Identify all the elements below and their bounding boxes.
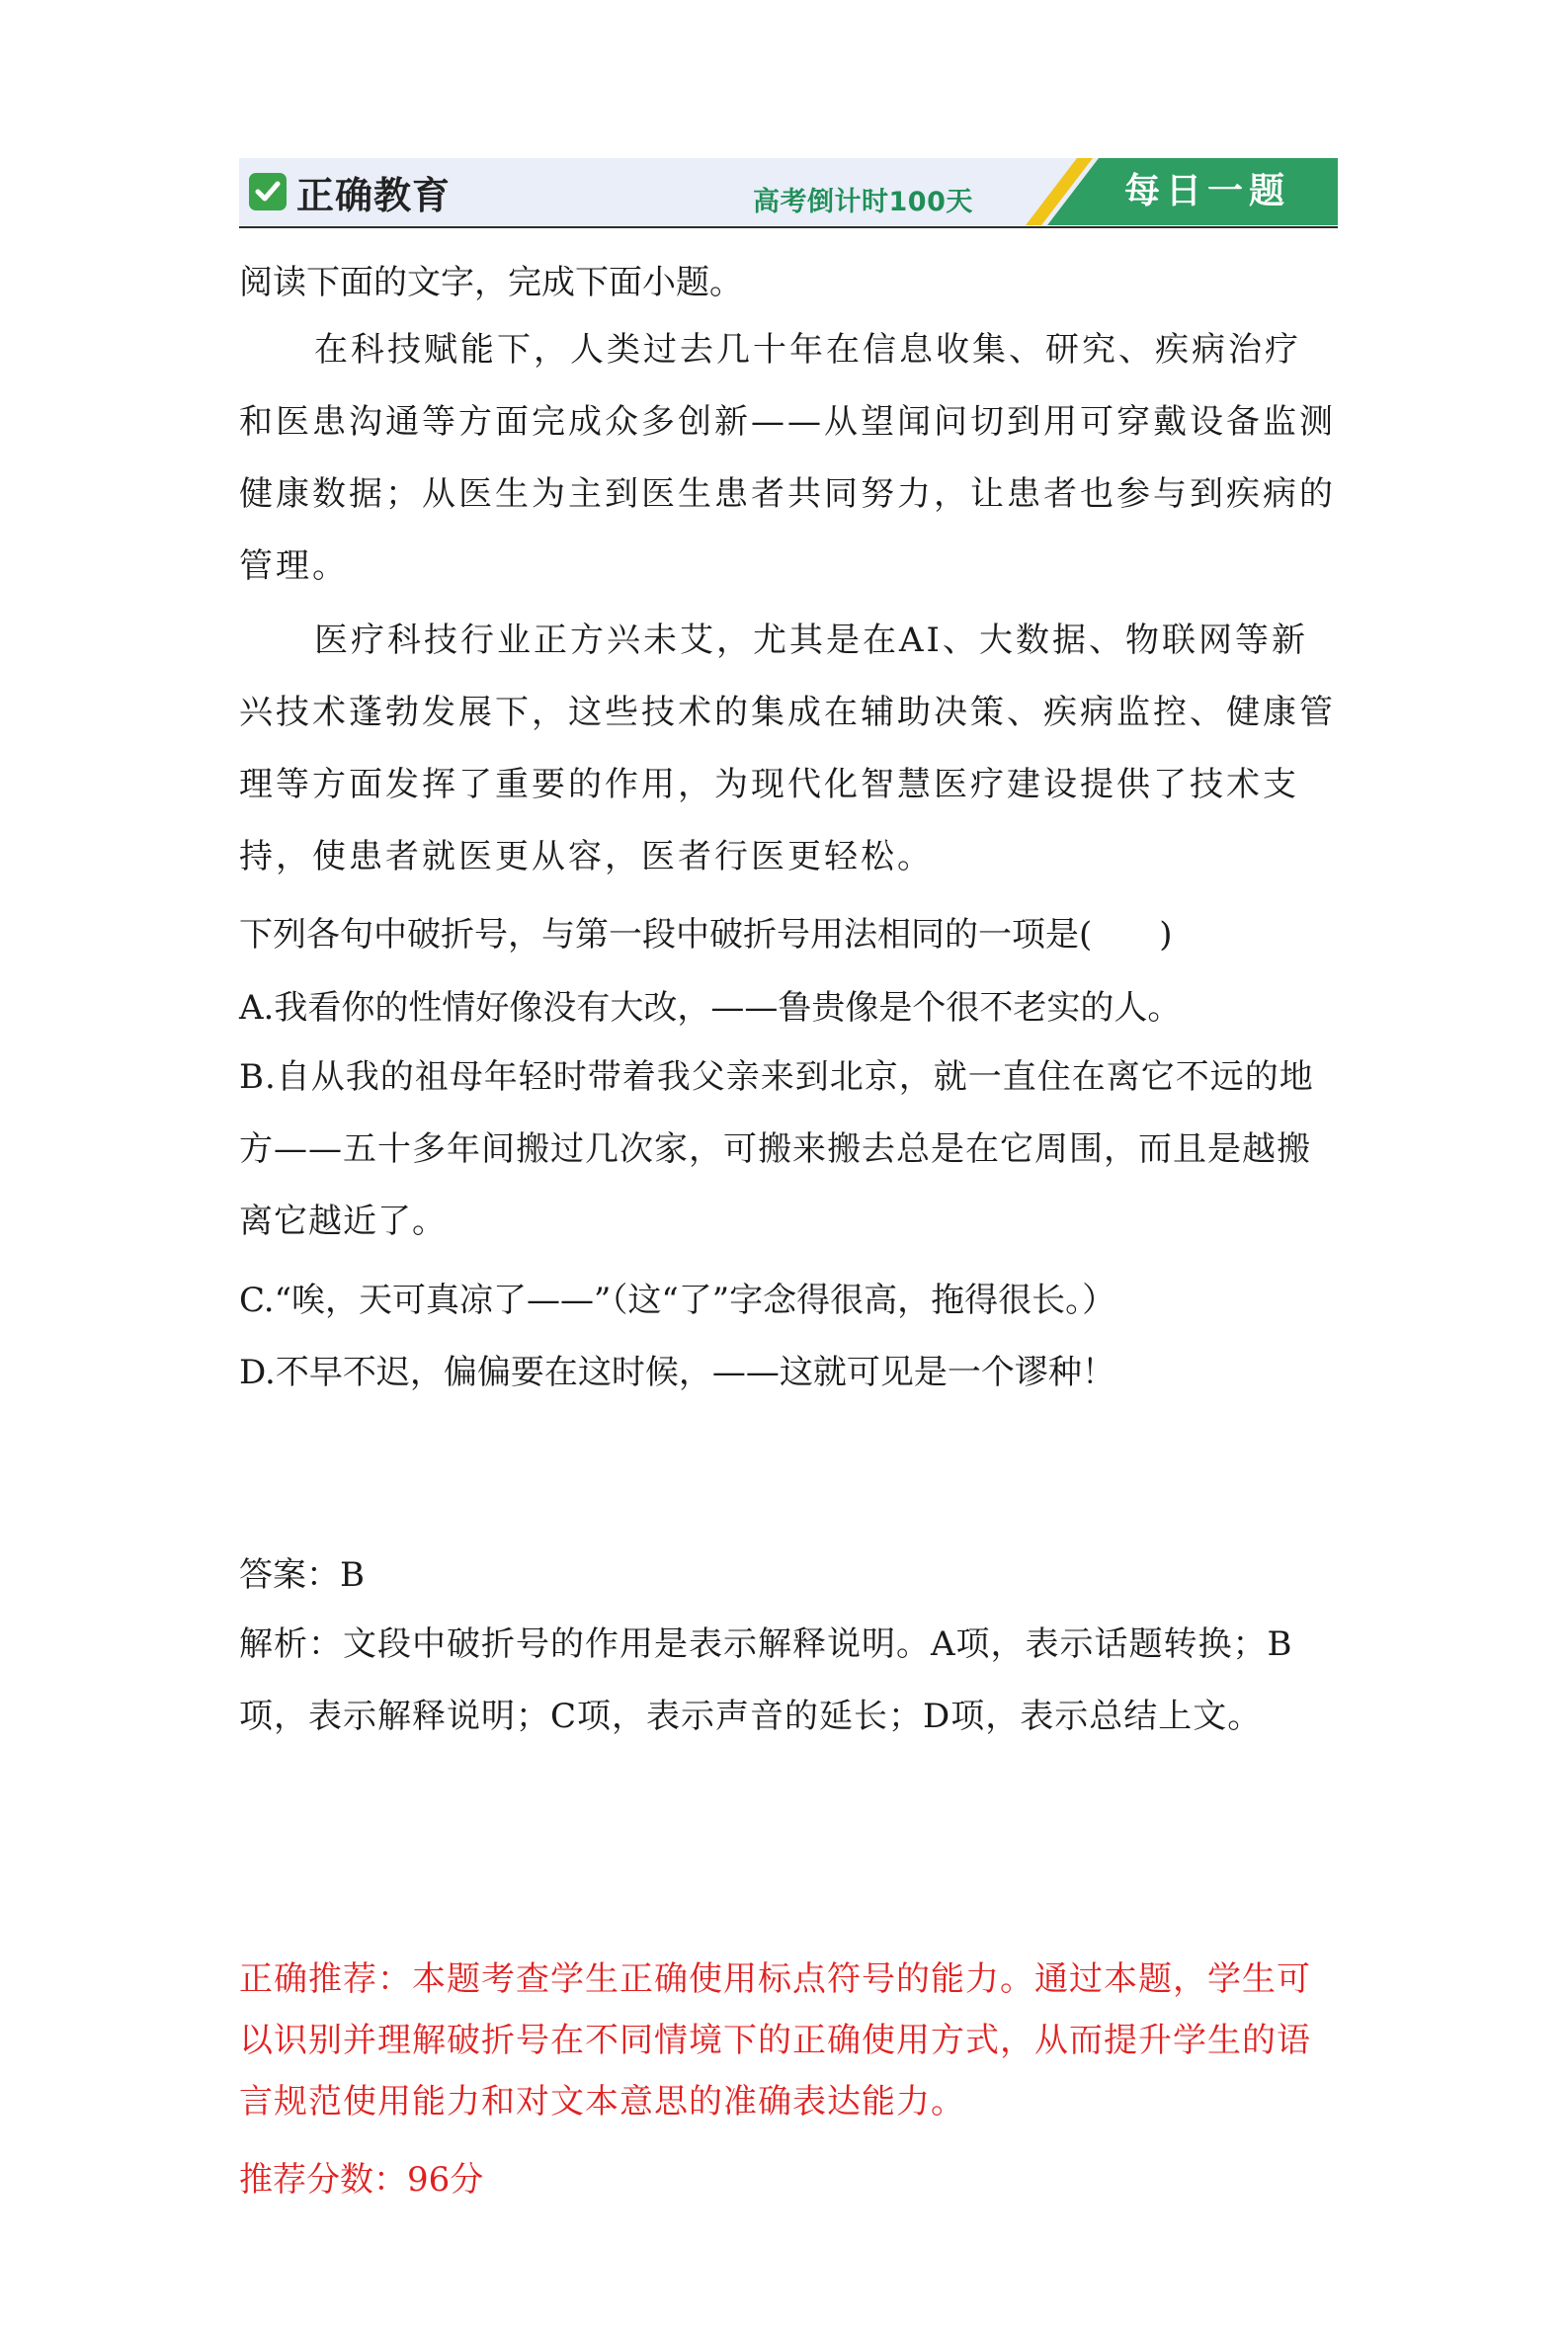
passage-paragraph-2: 医疗科技行业正方兴未艾，尤其是在AI、大数据、物联网等新兴技术蓬勃发展下，这些技术的集成在辅助决策、疾病监控、健康管理等方面发挥了重要的作用，为现代化智慧医疗建设提供了技术支持，使患者就医更从容，医者行医更轻松。 — [239, 621, 1336, 876]
brand-logo — [249, 166, 451, 217]
option-a: A.我看你的性情好像没有大改，——鲁贵像是个很不老实的人。 — [239, 988, 1182, 1028]
question-stem: 下列各句中破折号，与第一段中破折号用法相同的一项是( ) — [239, 915, 1173, 955]
header-banner — [239, 158, 1338, 225]
daily-question-label: 每日一题 — [1123, 171, 1290, 211]
recommendation-score: 推荐分数：96分 — [239, 2160, 484, 2200]
instruction-text: 阅读下面的文字，完成下面小题。 — [239, 263, 743, 302]
passage-paragraph-1: 在科技赋能下，人类过去几十年在信息收集、研究、疾病治疗和医患沟通等方面完成众多创新——从望闻问切到用可穿戴设备监测健康数据；从医生为主到医生患者共同努力，让患者也参与到疾病的管理。 — [239, 330, 1336, 586]
brand-name: 正确教育 — [296, 173, 452, 217]
option-c: C.“唉，天可真凉了——”（这“了”字念得很高，拖得很长。） — [239, 1281, 1116, 1320]
option-d: D.不早不迟，偏偏要在这时候，——这就可见是一个谬种！ — [239, 1353, 1115, 1392]
option-b: B.自从我的祖母年轻时带着我父亲来到北京，就一直住在离它不远的地方——五十多年间搬过几次家，可搬来搬去总是在它周围，而且是越搬离它越近了。 — [239, 1057, 1314, 1241]
answer-label: 答案：B — [239, 1555, 365, 1595]
header-divider — [239, 226, 1338, 228]
answer-analysis: 解析：文段中破折号的作用是表示解释说明。A项，表示话题转换；B项，表示解释说明；C项，表示声音的延长；D项，表示总结上文。 — [239, 1624, 1293, 1736]
countdown-label: 高考倒计时100天 — [753, 187, 973, 217]
recommendation-text: 正确推荐：本题考查学生正确使用标点符号的能力。通过本题，学生可以识别并理解破折号在不同情境下的正确使用方式，从而提升学生的语言规范使用能力和对文本意思的准确表达能力。 — [239, 1959, 1311, 2121]
check-mark-icon — [249, 173, 287, 210]
